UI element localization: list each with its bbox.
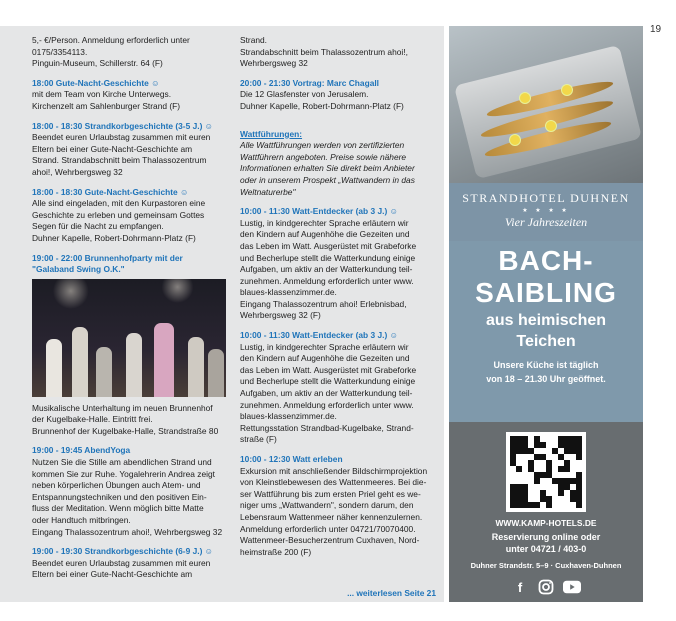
event-text: den Kindern auf Augenhöhe die Gezeiten und [240,229,410,240]
event-heading: 10:00 - 12:30 Watt erleben [240,454,343,464]
event-text: das Leben im Watt. Ausgerüstet mit Grabeforke [240,364,417,375]
middle-column [234,26,444,602]
event-text: mit dem Team von Kirche Unterwegs. [32,89,172,100]
lemon-slice [561,84,573,96]
event-text: Alle sind eingeladen, mit den Kurpastoren eine [32,198,206,209]
text-line: Musikalische Unterhaltung im neuen Brunnenhof [32,402,213,413]
section-intro [240,140,438,198]
opening-hours: Unsere Küche ist täglich [493,360,599,370]
event-heading: 10:00 - 11:30 Watt-Entdecker (ab 3 J.) ☺ [240,206,399,217]
event-heading: 18:00 - 18:30 Gute-Nacht-Geschichte ☺ [32,186,189,197]
event-text: fluss der Meditation. Wenn möglich bitte Matte [32,503,204,514]
intro-block [32,35,226,70]
fish-dish-photo [449,26,643,183]
event-text: und Becherlupe stellt die Watterkundung einige [240,252,416,263]
instagram-icon[interactable] [537,578,555,596]
text-line: Strand. [240,35,268,45]
event-text: Duhner Kapelle, Robert-Dohrmann-Platz (F) [240,100,404,111]
event-text: kommen Sie zur Ruhe. Yogalehrerin Andrea zeigt [32,468,215,479]
event-entry [240,330,438,446]
event-heading: 20:00 - 21:30 Vortrag: Marc Chagall [240,77,380,88]
performer-figure [208,349,224,397]
event-text: Segen für die Nacht zu empfangen. [32,221,164,232]
event-entry [32,253,226,276]
hotel-address: Duhner Strandstr. 5–9 · Cuxhaven-Duhnen [470,561,622,571]
lemon-slice [545,120,557,132]
event-text: Nutzen Sie die Stille am abendlichen Strand und [32,457,212,468]
event-text: oder Handtuch mitbringen. [32,515,131,526]
event-text: niger ums „Wattwandern", sondern darum, den [240,500,414,511]
text-line: Weltnaturerbe" [240,186,296,197]
band-photo [32,279,226,397]
event-text: zunehmen. Anmeldung erforderlich unter www. [240,275,414,286]
reservation-phone: unter 04721 / 403-0 [505,543,587,554]
star-rating: ★ ★ ★ ★ [522,208,570,214]
event-text: Beendet euren Urlaubstag zusammen mit euren [32,132,211,143]
event-text: das Leben im Watt. Ausgerüstet mit Grabeforke [240,240,417,251]
hotel-name: STRANDHOTEL DUHNEN [462,191,630,205]
performer-figure [46,339,62,397]
event-entry [240,206,438,322]
event-heading: 19:00 - 22:00 Brunnenhofparty mit der "Galaband Swing O.K." [32,252,183,275]
event-text: zunehmen. Anmeldung erforderlich unter www. [240,399,414,410]
performer-figure [96,347,112,397]
singer-figure [154,323,174,397]
event-text: Exkursion mit anschließender Bildschirmprojektion [240,465,428,476]
event-text: heimstraße 200 (F) [240,546,312,557]
lemon-slice [519,92,531,104]
continue-link[interactable]: ... weiterlesen Seite 21 [347,588,436,599]
event-text: ahoi!, Wehrbergsweg 32 [32,166,123,177]
event-entry [32,78,226,113]
event-text: Wattenmeer-Besucherzentrum Cuxhaven, Nord- [240,535,420,546]
event-text: Beendet euren Urlaubstag zusammen mit euren [32,557,211,568]
text-line: Wattführern angeboten. Preise sowie nähere [240,151,407,162]
event-text: ser Wattführung bis zum ersten Priel geht es we- [240,488,421,499]
event-text: von Kleinstlebewesen des Wattenmeeres. Bei die- [240,477,427,488]
social-links [449,578,643,596]
left-column [0,26,234,602]
event-text: Lustig, in kindgerechter Sprache erläutern wir [240,217,409,228]
performer-figure [188,337,204,397]
event-text: Die 12 Glasfenster von Jerusalem. [240,89,369,100]
event-text: Kirchenzelt am Sahlenburger Strand (F) [32,100,181,111]
event-text: den Kindern auf Augenhöhe die Gezeiten und [240,353,410,364]
youtube-icon[interactable] [563,578,581,596]
text-line: Pinguin-Museum, Schillerstr. 64 (F) [32,58,163,69]
event-entry [32,546,226,581]
headline: BACH- [498,245,594,276]
hotel-advertisement [449,26,643,602]
website-link[interactable]: WWW.KAMP-HOTELS.DE [495,518,597,528]
intro-block [240,35,438,70]
event-text: Wehrbergsweg 32 (F) [240,310,321,321]
text-line: Informationen erhalten Sie direkt beim Anbieter [240,163,415,174]
event-entry [240,454,438,558]
event-entry [240,78,438,113]
event-text: Entspannungstechniken und den positiven Ein- [32,491,207,502]
event-heading: 10:00 - 11:30 Watt-Entdecker (ab 3 J.) ☺ [240,330,399,341]
text-line: der Kugelbake-Halle. Eintritt frei. [32,414,153,425]
facebook-icon[interactable]: f [517,579,523,595]
reservation-text: Reservierung online oder [491,532,601,542]
event-text: Eingang Thalassozentrum ahoi! Erlebnisbad, [240,298,407,309]
lemon-slice [509,134,521,146]
event-heading: 19:00 - 19:30 Strandkorbgeschichte (6-9 J.) ☺ [32,546,214,557]
event-text: und Becherlupe stellt die Watterkundung einige [240,376,416,387]
text-line: Alle Wattführungen werden von zertifizierten [240,140,405,151]
event-text: Aufgaben, um aktiv an der Watterkundung teil- [240,264,413,275]
page-number: 19 [650,24,662,35]
text-line: oder in unserem Prospekt „Wattwandern in das [240,174,415,185]
text-line: Wehrbergsweg 32 [240,58,308,69]
text-line: 0175/3354113. [32,46,88,57]
subheadline: aus heimischen [485,312,607,329]
event-entry [32,121,226,179]
performer-figure [72,327,88,397]
event-text: neben körperlichen Übungen auch Atem- und [32,480,201,491]
event-heading: 18:00 Gute-Nacht-Geschichte ☺ [32,77,160,88]
event-text: blaues-klassenzimmer.de. [240,287,337,298]
event-text: Lebensraum Wattenmeer näher kennenzulernen. [240,511,423,522]
hotel-brand-bar [449,183,643,241]
stage-lights [32,279,226,319]
text-line: Brunnenhof der Kugelbake-Halle, Strandstraße 80 [32,425,219,436]
subheadline: Teichen [516,333,576,350]
event-text: straße (F) [240,434,277,445]
event-text: Eltern bei einer Gute-Nacht-Geschichte am [32,143,193,154]
hotel-tagline: Vier Jahreszeiten [504,215,588,229]
event-text: blaues-klassenzimmer.de. [240,411,337,422]
event-text: Aufgaben, um aktiv an der Watterkundung teil- [240,388,413,399]
event-text: Eingang Thalassozentrum ahoi!, Wehrbergsweg 32 [32,526,223,537]
event-entry [32,187,226,245]
event-text: Geschichte zu erleben und gemeinsam Gottes [32,209,205,220]
event-heading: 18:00 - 18:30 Strandkorbgeschichte (3-5 J.) ☺ [32,120,214,131]
event-text: Anmeldung erforderlich unter 04721/70070400. [240,523,416,534]
section-heading: Wattführungen: [240,128,303,139]
ad-headline-block [449,241,643,422]
ad-contact-block [449,422,643,602]
headline: SAIBLING [475,277,617,308]
event-text: Duhner Kapelle, Robert-Dohrmann-Platz (F) [32,232,196,243]
event-text: Lustig, in kindgerechter Sprache erläutern wir [240,341,409,352]
event-text: Rettungsstation Strandbad-Kugelbake, Strand- [240,422,414,433]
event-heading: 19:00 - 19:45 AbendYoga [32,445,131,456]
photo-caption [32,403,226,438]
performer-figure [126,333,142,397]
event-entry [32,445,226,538]
qr-code-icon[interactable] [506,432,586,512]
opening-hours: von 18 – 21.30 Uhr geöffnet. [486,374,606,384]
text-line: Strandabschnitt beim Thalassozentrum ahoi!, [240,46,408,57]
text-line: 5,- €/Person. Anmeldung erforderlich unter [32,35,190,45]
event-text: Strand. Strandabschnitt beim Thalassozentrum [32,155,207,166]
event-text: Eltern bei einer Gute-Nacht-Geschichte am [32,569,193,580]
